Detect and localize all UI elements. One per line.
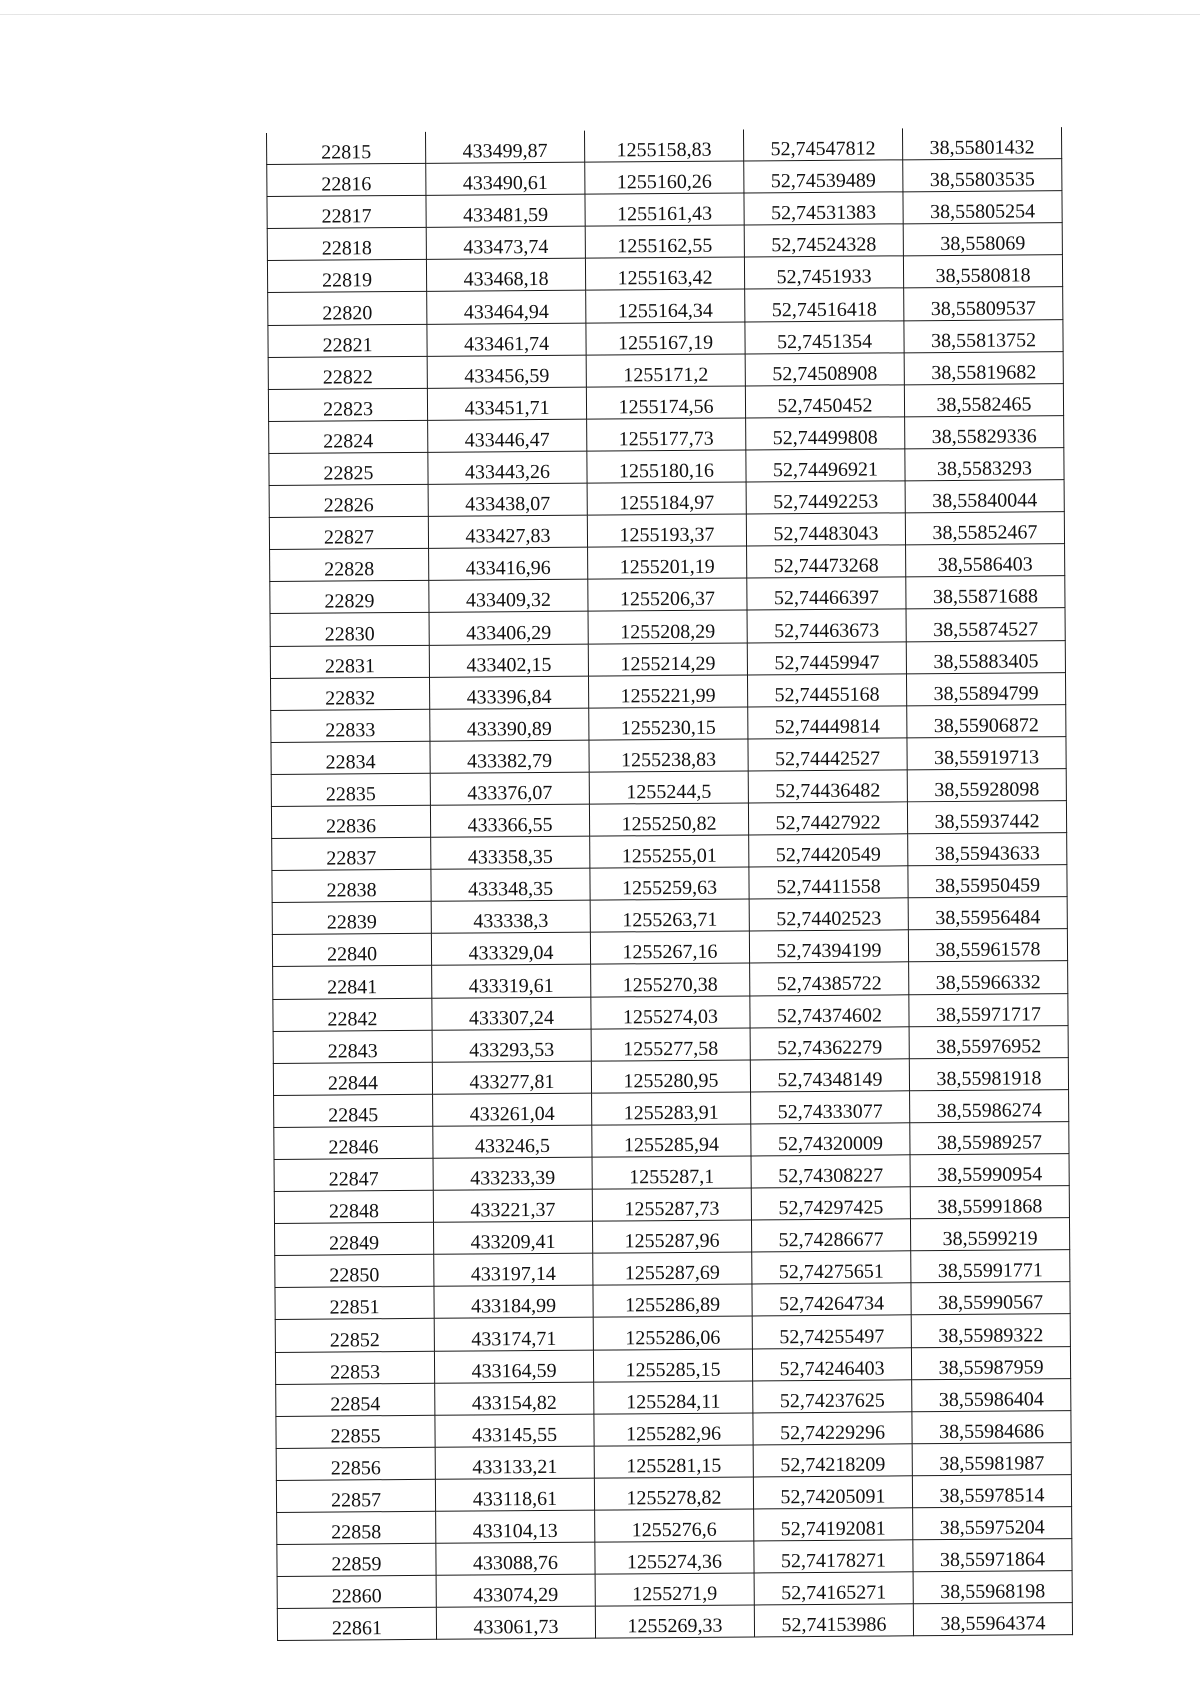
x-coordinate-cell: 433074,29 xyxy=(436,1574,595,1607)
point-number-cell: 22850 xyxy=(275,1255,434,1288)
point-number-cell: 22825 xyxy=(269,452,428,485)
table-row xyxy=(270,640,1065,678)
longitude-cell: 38,55894799 xyxy=(906,672,1065,705)
longitude-cell: 38,55928098 xyxy=(907,769,1066,802)
latitude-cell: 52,74165271 xyxy=(754,1572,913,1605)
latitude-cell: 52,74524328 xyxy=(744,224,903,257)
latitude-cell: 52,74385722 xyxy=(750,962,909,995)
x-coordinate-cell: 433184,99 xyxy=(434,1286,593,1319)
y-coordinate-cell: 1255286,06 xyxy=(593,1316,752,1349)
longitude-cell: 38,55874527 xyxy=(906,608,1065,641)
table-row xyxy=(268,383,1063,421)
table-row xyxy=(271,736,1066,774)
longitude-cell: 38,55803535 xyxy=(903,159,1062,192)
scan-edge-line xyxy=(0,14,1200,15)
table-row xyxy=(268,319,1063,357)
latitude-cell: 52,74205091 xyxy=(753,1476,912,1509)
latitude-cell: 52,74264734 xyxy=(752,1283,911,1316)
table-row xyxy=(269,416,1064,454)
latitude-cell: 52,74436482 xyxy=(748,770,907,803)
y-coordinate-cell: 1255214,29 xyxy=(588,642,747,675)
table-row xyxy=(277,1507,1072,1545)
longitude-cell: 38,55950459 xyxy=(908,865,1067,898)
x-coordinate-cell: 433451,71 xyxy=(427,387,586,420)
point-number-cell: 22849 xyxy=(274,1222,433,1255)
point-number-cell: 22833 xyxy=(271,709,430,742)
x-coordinate-cell: 433118,61 xyxy=(435,1478,594,1511)
table-row xyxy=(271,801,1066,839)
latitude-cell: 52,74492253 xyxy=(746,481,905,514)
x-coordinate-cell: 433464,94 xyxy=(427,291,586,324)
point-number-cell: 22841 xyxy=(273,966,432,999)
table-row xyxy=(269,512,1064,550)
longitude-cell: 38,55976952 xyxy=(909,1025,1068,1058)
table-row xyxy=(277,1539,1072,1577)
x-coordinate-cell: 433406,29 xyxy=(429,612,588,645)
longitude-cell: 38,55966332 xyxy=(909,961,1068,994)
point-number-cell: 22826 xyxy=(269,484,428,517)
point-number-cell: 22846 xyxy=(274,1126,433,1159)
x-coordinate-cell: 433427,83 xyxy=(428,515,587,548)
latitude-cell: 52,74394199 xyxy=(749,930,908,963)
latitude-cell: 52,74348149 xyxy=(750,1059,909,1092)
point-number-cell: 22845 xyxy=(274,1094,433,1127)
y-coordinate-cell: 1255158,83 xyxy=(584,129,743,162)
table-row xyxy=(274,1154,1069,1192)
longitude-cell: 38,55989322 xyxy=(911,1314,1070,1347)
point-number-cell: 22828 xyxy=(270,549,429,582)
longitude-cell: 38,55984686 xyxy=(912,1410,1071,1443)
longitude-cell: 38,5582465 xyxy=(904,383,1063,416)
y-coordinate-cell: 1255278,82 xyxy=(594,1477,753,1510)
x-coordinate-cell: 433261,04 xyxy=(433,1093,592,1126)
table-row xyxy=(271,769,1066,807)
table-row xyxy=(273,961,1068,999)
table-row xyxy=(269,448,1064,486)
longitude-cell: 38,55943633 xyxy=(908,833,1067,866)
x-coordinate-cell: 433499,87 xyxy=(425,131,584,164)
y-coordinate-cell: 1255287,1 xyxy=(592,1156,751,1189)
x-coordinate-cell: 433443,26 xyxy=(428,451,587,484)
x-coordinate-cell: 433088,76 xyxy=(436,1542,595,1575)
point-number-cell: 22853 xyxy=(275,1351,434,1384)
x-coordinate-cell: 433133,21 xyxy=(435,1446,594,1479)
longitude-cell: 38,55883405 xyxy=(906,640,1065,673)
x-coordinate-cell: 433174,71 xyxy=(434,1318,593,1351)
y-coordinate-cell: 1255163,42 xyxy=(585,257,744,290)
point-number-cell: 22837 xyxy=(272,837,431,870)
table-row xyxy=(273,1025,1068,1063)
x-coordinate-cell: 433461,74 xyxy=(427,323,586,356)
point-number-cell: 22821 xyxy=(268,324,427,357)
longitude-cell: 38,5599219 xyxy=(910,1218,1069,1251)
point-number-cell: 22834 xyxy=(271,741,430,774)
table-row xyxy=(268,287,1063,325)
x-coordinate-cell: 433293,53 xyxy=(432,1029,591,1062)
latitude-cell: 52,74508908 xyxy=(745,352,904,385)
y-coordinate-cell: 1255255,01 xyxy=(590,835,749,868)
y-coordinate-cell: 1255287,73 xyxy=(592,1188,751,1221)
y-coordinate-cell: 1255287,96 xyxy=(592,1220,751,1253)
point-number-cell: 22857 xyxy=(276,1479,435,1512)
latitude-cell: 52,74499808 xyxy=(746,417,905,450)
point-number-cell: 22851 xyxy=(275,1287,434,1320)
point-number-cell: 22827 xyxy=(269,516,428,549)
latitude-cell: 52,74496921 xyxy=(746,449,905,482)
longitude-cell: 38,55819682 xyxy=(904,351,1063,384)
longitude-cell: 38,55975204 xyxy=(913,1507,1072,1540)
point-number-cell: 22831 xyxy=(270,645,429,678)
x-coordinate-cell: 433473,74 xyxy=(426,226,585,259)
x-coordinate-cell: 433402,15 xyxy=(429,644,588,677)
point-number-cell: 22861 xyxy=(277,1608,436,1641)
point-number-cell: 22842 xyxy=(273,998,432,1031)
point-number-cell: 22855 xyxy=(276,1415,435,1448)
longitude-cell: 38,55956484 xyxy=(908,897,1067,930)
latitude-cell: 52,7450452 xyxy=(745,385,904,418)
y-coordinate-cell: 1255180,16 xyxy=(587,450,746,483)
latitude-cell: 52,74459947 xyxy=(747,641,906,674)
y-coordinate-cell: 1255208,29 xyxy=(588,610,747,643)
y-coordinate-cell: 1255161,43 xyxy=(585,193,744,226)
y-coordinate-cell: 1255193,37 xyxy=(587,514,746,547)
longitude-cell: 38,558069 xyxy=(903,223,1062,256)
y-coordinate-cell: 1255282,96 xyxy=(594,1413,753,1446)
point-number-cell: 22839 xyxy=(272,902,431,935)
x-coordinate-cell: 433416,96 xyxy=(429,547,588,580)
point-number-cell: 22815 xyxy=(267,132,426,165)
table-row xyxy=(274,1186,1069,1224)
x-coordinate-cell: 433329,04 xyxy=(431,932,590,965)
y-coordinate-cell: 1255244,5 xyxy=(589,771,748,804)
longitude-cell: 38,55986274 xyxy=(910,1089,1069,1122)
y-coordinate-cell: 1255267,16 xyxy=(590,931,749,964)
latitude-cell: 52,74374602 xyxy=(750,994,909,1027)
y-coordinate-cell: 1255259,63 xyxy=(590,867,749,900)
x-coordinate-cell: 433104,13 xyxy=(436,1510,595,1543)
y-coordinate-cell: 1255230,15 xyxy=(589,707,748,740)
longitude-cell: 38,55971864 xyxy=(913,1539,1072,1572)
longitude-cell: 38,55813752 xyxy=(904,319,1063,352)
latitude-cell: 52,74547812 xyxy=(743,128,902,161)
table-row xyxy=(274,1122,1069,1160)
latitude-cell: 52,74411558 xyxy=(749,866,908,899)
latitude-cell: 52,74483043 xyxy=(746,513,905,546)
longitude-cell: 38,55990567 xyxy=(911,1282,1070,1315)
x-coordinate-cell: 433396,84 xyxy=(429,676,588,709)
x-coordinate-cell: 433233,39 xyxy=(433,1157,592,1190)
y-coordinate-cell: 1255281,15 xyxy=(594,1445,753,1478)
table-row xyxy=(270,608,1065,646)
x-coordinate-cell: 433145,55 xyxy=(435,1414,594,1447)
point-number-cell: 22856 xyxy=(276,1447,435,1480)
point-number-cell: 22854 xyxy=(276,1383,435,1416)
latitude-cell: 52,74427922 xyxy=(748,802,907,835)
x-coordinate-cell: 433164,59 xyxy=(434,1350,593,1383)
x-coordinate-cell: 433221,37 xyxy=(433,1189,592,1222)
x-coordinate-cell: 433456,59 xyxy=(427,355,586,388)
y-coordinate-cell: 1255238,83 xyxy=(589,739,748,772)
point-number-cell: 22820 xyxy=(268,292,427,325)
latitude-cell: 52,74178271 xyxy=(754,1540,913,1573)
y-coordinate-cell: 1255164,34 xyxy=(586,289,745,322)
y-coordinate-cell: 1255162,55 xyxy=(585,225,744,258)
x-coordinate-cell: 433358,35 xyxy=(431,836,590,869)
latitude-cell: 52,74473268 xyxy=(747,545,906,578)
y-coordinate-cell: 1255270,38 xyxy=(591,963,750,996)
y-coordinate-cell: 1255269,33 xyxy=(595,1605,754,1638)
y-coordinate-cell: 1255263,71 xyxy=(590,899,749,932)
latitude-cell: 52,74218209 xyxy=(753,1444,912,1477)
y-coordinate-cell: 1255174,56 xyxy=(586,386,745,419)
point-number-cell: 22844 xyxy=(273,1062,432,1095)
point-number-cell: 22829 xyxy=(270,581,429,614)
x-coordinate-cell: 433468,18 xyxy=(426,259,585,292)
x-coordinate-cell: 433446,47 xyxy=(428,419,587,452)
latitude-cell: 52,74455168 xyxy=(747,673,906,706)
x-coordinate-cell: 433277,81 xyxy=(432,1061,591,1094)
coordinates-table xyxy=(266,127,1073,1641)
point-number-cell: 22852 xyxy=(275,1319,434,1352)
point-number-cell: 22823 xyxy=(268,388,427,421)
y-coordinate-cell: 1255167,19 xyxy=(586,322,745,355)
x-coordinate-cell: 433319,61 xyxy=(432,965,591,998)
latitude-cell: 52,74297425 xyxy=(751,1187,910,1220)
latitude-cell: 52,74531383 xyxy=(744,192,903,225)
table-row xyxy=(277,1603,1072,1641)
point-number-cell: 22824 xyxy=(269,420,428,453)
longitude-cell: 38,5580818 xyxy=(903,255,1062,288)
longitude-cell: 38,55937442 xyxy=(907,801,1066,834)
x-coordinate-cell: 433438,07 xyxy=(428,483,587,516)
table-row xyxy=(275,1314,1070,1352)
table-row xyxy=(276,1410,1071,1448)
point-number-cell: 22816 xyxy=(267,163,426,196)
y-coordinate-cell: 1255276,6 xyxy=(595,1509,754,1542)
latitude-cell: 52,74237625 xyxy=(753,1379,912,1412)
longitude-cell: 38,55989257 xyxy=(910,1122,1069,1155)
y-coordinate-cell: 1255206,37 xyxy=(588,578,747,611)
latitude-cell: 52,74516418 xyxy=(745,288,904,321)
latitude-cell: 52,74320009 xyxy=(751,1123,910,1156)
point-number-cell: 22848 xyxy=(274,1190,433,1223)
x-coordinate-cell: 433197,14 xyxy=(434,1253,593,1286)
point-number-cell: 22859 xyxy=(277,1543,436,1576)
y-coordinate-cell: 1255177,73 xyxy=(587,418,746,451)
longitude-cell: 38,55991771 xyxy=(911,1250,1070,1283)
x-coordinate-cell: 433307,24 xyxy=(432,997,591,1030)
x-coordinate-cell: 433390,89 xyxy=(430,708,589,741)
table-row xyxy=(274,1089,1069,1127)
table-row xyxy=(269,480,1064,518)
longitude-cell: 38,55968198 xyxy=(913,1571,1072,1604)
x-coordinate-cell: 433061,73 xyxy=(436,1606,595,1639)
latitude-cell: 52,74286677 xyxy=(751,1219,910,1252)
longitude-cell: 38,55840044 xyxy=(905,480,1064,513)
longitude-cell: 38,55991868 xyxy=(910,1186,1069,1219)
longitude-cell: 38,55809537 xyxy=(904,287,1063,320)
point-number-cell: 22822 xyxy=(268,356,427,389)
x-coordinate-cell: 433376,07 xyxy=(430,772,589,805)
table-row xyxy=(272,833,1067,871)
latitude-cell: 52,74362279 xyxy=(750,1026,909,1059)
point-number-cell: 22818 xyxy=(267,228,426,261)
longitude-cell: 38,55906872 xyxy=(907,704,1066,737)
point-number-cell: 22860 xyxy=(277,1576,436,1609)
longitude-cell: 38,55805254 xyxy=(903,191,1062,224)
x-coordinate-cell: 433154,82 xyxy=(435,1382,594,1415)
x-coordinate-cell: 433382,79 xyxy=(430,740,589,773)
table-row xyxy=(276,1442,1071,1480)
x-coordinate-cell: 433409,32 xyxy=(429,579,588,612)
latitude-cell: 52,7451354 xyxy=(745,320,904,353)
table-row xyxy=(271,704,1066,742)
y-coordinate-cell: 1255283,91 xyxy=(592,1092,751,1125)
point-number-cell: 22830 xyxy=(270,613,429,646)
point-number-cell: 22843 xyxy=(273,1030,432,1063)
x-coordinate-cell: 433338,3 xyxy=(431,900,590,933)
longitude-cell: 38,55986404 xyxy=(912,1378,1071,1411)
point-number-cell: 22840 xyxy=(272,934,431,967)
coordinates-table-body xyxy=(267,127,1073,1641)
y-coordinate-cell: 1255160,26 xyxy=(585,161,744,194)
latitude-cell: 52,74246403 xyxy=(752,1347,911,1380)
x-coordinate-cell: 433209,41 xyxy=(433,1221,592,1254)
table-row xyxy=(275,1346,1070,1384)
longitude-cell: 38,55978514 xyxy=(912,1475,1071,1508)
latitude-cell: 52,74420549 xyxy=(749,834,908,867)
y-coordinate-cell: 1255171,2 xyxy=(586,354,745,387)
longitude-cell: 38,55990954 xyxy=(910,1154,1069,1187)
longitude-cell: 38,55852467 xyxy=(905,512,1064,545)
point-number-cell: 22838 xyxy=(272,869,431,902)
y-coordinate-cell: 1255184,97 xyxy=(587,482,746,515)
longitude-cell: 38,55871688 xyxy=(906,576,1065,609)
y-coordinate-cell: 1255285,15 xyxy=(593,1349,752,1382)
y-coordinate-cell: 1255286,89 xyxy=(593,1284,752,1317)
point-number-cell: 22835 xyxy=(271,773,430,806)
latitude-cell: 52,74402523 xyxy=(749,898,908,931)
latitude-cell: 52,74333077 xyxy=(751,1091,910,1124)
table-row xyxy=(273,993,1068,1031)
latitude-cell: 52,74466397 xyxy=(747,577,906,610)
latitude-cell: 52,74255497 xyxy=(752,1315,911,1348)
point-number-cell: 22819 xyxy=(267,260,426,293)
point-number-cell: 22847 xyxy=(274,1158,433,1191)
x-coordinate-cell: 433481,59 xyxy=(426,194,585,227)
table-row xyxy=(273,1057,1068,1095)
latitude-cell: 52,74463673 xyxy=(747,609,906,642)
longitude-cell: 38,55961578 xyxy=(908,929,1067,962)
y-coordinate-cell: 1255201,19 xyxy=(588,546,747,579)
latitude-cell: 52,74192081 xyxy=(754,1508,913,1541)
table-row xyxy=(276,1475,1071,1513)
longitude-cell: 38,55987959 xyxy=(911,1346,1070,1379)
latitude-cell: 52,7451933 xyxy=(744,256,903,289)
y-coordinate-cell: 1255284,11 xyxy=(594,1381,753,1414)
point-number-cell: 22832 xyxy=(270,677,429,710)
latitude-cell: 52,74539489 xyxy=(744,160,903,193)
longitude-cell: 38,55919713 xyxy=(907,736,1066,769)
table-row xyxy=(268,351,1063,389)
x-coordinate-cell: 433348,35 xyxy=(431,868,590,901)
point-number-cell: 22817 xyxy=(267,196,426,229)
table-row xyxy=(267,127,1062,164)
latitude-cell: 52,74308227 xyxy=(751,1155,910,1188)
y-coordinate-cell: 1255277,58 xyxy=(591,1028,750,1061)
longitude-cell: 38,5583293 xyxy=(905,448,1064,481)
latitude-cell: 52,74449814 xyxy=(748,706,907,739)
longitude-cell: 38,55801432 xyxy=(902,127,1061,160)
y-coordinate-cell: 1255274,36 xyxy=(595,1541,754,1574)
longitude-cell: 38,55971717 xyxy=(909,993,1068,1026)
latitude-cell: 52,74442527 xyxy=(748,738,907,771)
point-number-cell: 22858 xyxy=(277,1511,436,1544)
point-number-cell: 22836 xyxy=(271,805,430,838)
y-coordinate-cell: 1255280,95 xyxy=(591,1060,750,1093)
longitude-cell: 38,55981918 xyxy=(909,1057,1068,1090)
longitude-cell: 38,55829336 xyxy=(905,416,1064,449)
x-coordinate-cell: 433246,5 xyxy=(433,1125,592,1158)
longitude-cell: 38,5586403 xyxy=(906,544,1065,577)
x-coordinate-cell: 433366,55 xyxy=(430,804,589,837)
y-coordinate-cell: 1255250,82 xyxy=(589,803,748,836)
longitude-cell: 38,55964374 xyxy=(913,1603,1072,1636)
y-coordinate-cell: 1255285,94 xyxy=(592,1124,751,1157)
table-row xyxy=(270,672,1065,710)
y-coordinate-cell: 1255221,99 xyxy=(588,675,747,708)
latitude-cell: 52,74153986 xyxy=(754,1604,913,1637)
longitude-cell: 38,55981987 xyxy=(912,1442,1071,1475)
y-coordinate-cell: 1255287,69 xyxy=(593,1252,752,1285)
latitude-cell: 52,74275651 xyxy=(752,1251,911,1284)
table-row xyxy=(276,1378,1071,1416)
y-coordinate-cell: 1255274,03 xyxy=(591,996,750,1029)
x-coordinate-cell: 433490,61 xyxy=(426,162,585,195)
latitude-cell: 52,74229296 xyxy=(753,1412,912,1445)
y-coordinate-cell: 1255271,9 xyxy=(595,1573,754,1606)
table-row xyxy=(267,159,1062,197)
